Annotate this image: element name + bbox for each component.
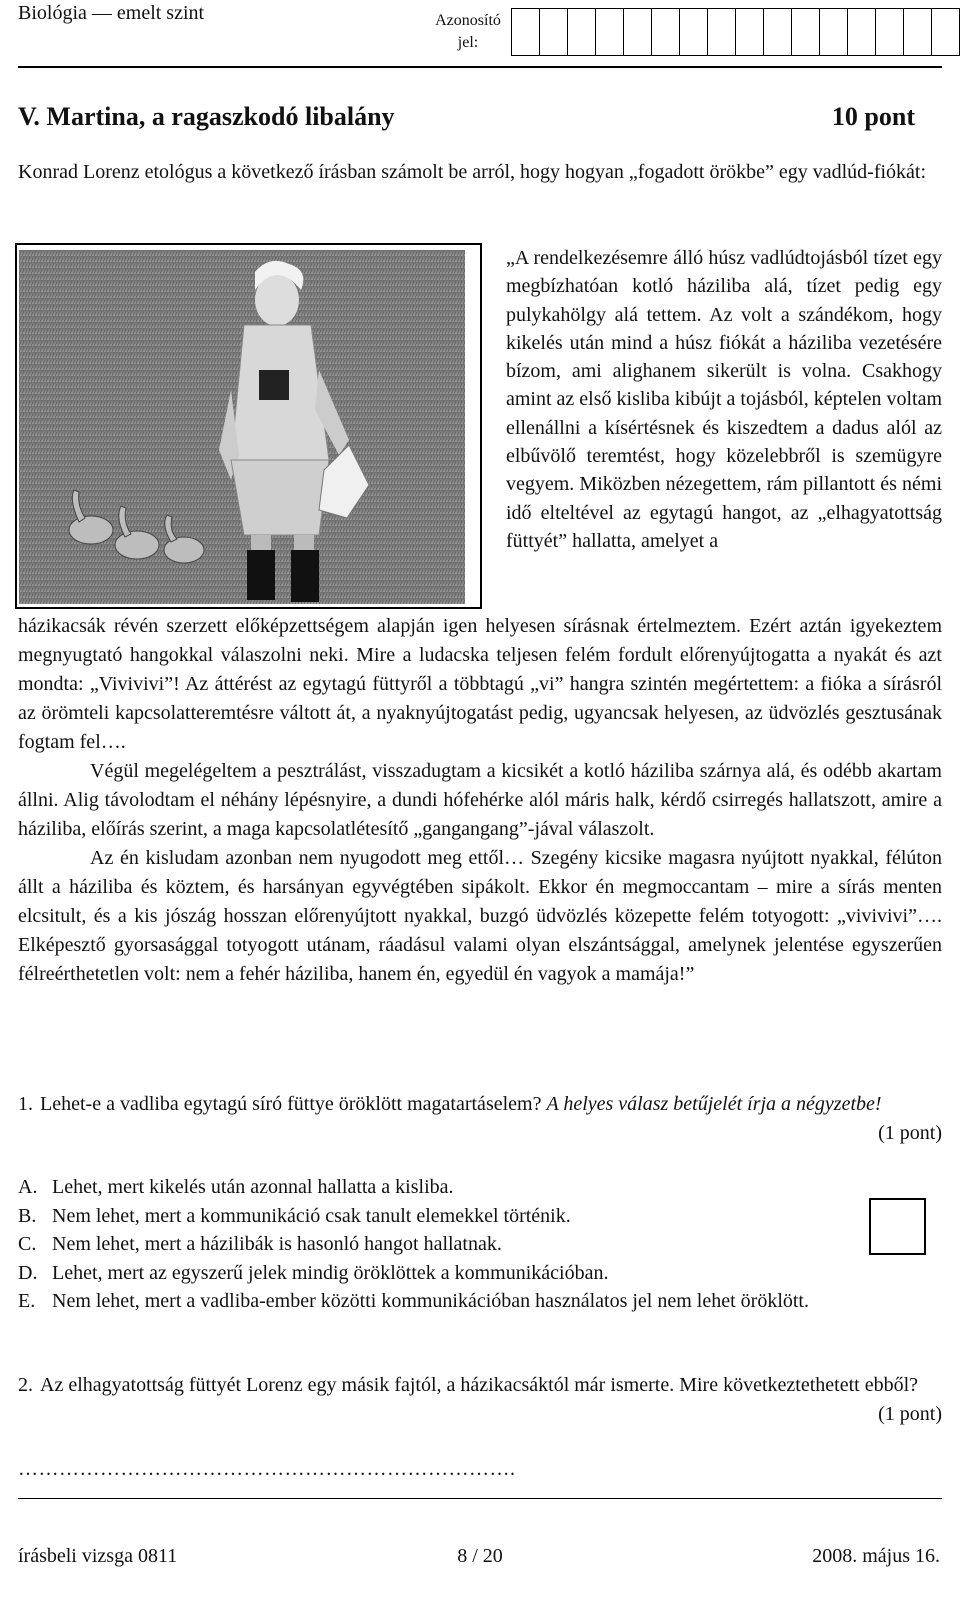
- option-letter: A.: [18, 1176, 38, 1198]
- passage-continued-text: házikacsák révén szerzett előképzettségem alapján igen helyesen sírásnak értelmeztem. Ezért aztán igyekeztem megnyugtató hangokkal válaszolni neki. Mire a ludacska teljesen felém fordult előrenyújtogatta a nyakát és azt mondta: „Vivivivi”! Az áttérést az egytagú füttyről a többtagú „vi” hangra szintén megértettem: a fióka a sírásról az örömteli kapcsolatteremtésre váltott át, a nyaknyújtogatást pedig, ugyancsak helyesen, az üdvözlés gesztusának fogtam fel….: [18, 615, 942, 753]
- question-1: [18, 1090, 942, 1148]
- option-d: [18, 1259, 898, 1288]
- passage-wrapped: [506, 244, 942, 555]
- option-text: Nem lehet, mert a házilibák is hasonló hangot hallatnak.: [52, 1233, 502, 1255]
- id-box[interactable]: [595, 8, 624, 56]
- id-label: Azonosító jel:: [435, 12, 501, 51]
- header-subject: Biológia — emelt szint: [18, 2, 205, 24]
- id-boxes[interactable]: [512, 8, 960, 56]
- answer-box[interactable]: [869, 1198, 926, 1255]
- id-box[interactable]: [735, 8, 764, 56]
- id-box[interactable]: [707, 8, 736, 56]
- footer-exam-code: írásbeli vizsga 0811: [18, 1545, 178, 1567]
- option-text: Nem lehet, mert a vadliba-ember közötti kommunikációban használatos jel nem lehet öröklött.: [52, 1290, 809, 1312]
- id-box[interactable]: [679, 8, 708, 56]
- id-box[interactable]: [763, 8, 792, 56]
- passage-paragraph-2: Végül megelégeltem a pesztrálást, visszadugtam a kicsikét a kotló háziliba szárnya alá, és odébb akartam állni. Alig távolodtam el néhány lépésnyire, a dundi hófehérke alól máris halk, kérdő csirregés hallatszott, amire a háziliba, előírás szerint, a maga kapcsolatlétesítő „gangangang”-jával válaszolt.: [18, 760, 942, 840]
- id-box[interactable]: [567, 8, 596, 56]
- option-letter: C.: [18, 1233, 37, 1255]
- header-rule: [18, 66, 942, 68]
- question-2: [18, 1371, 942, 1429]
- passage-wrapped-text: „A rendelkezésemre álló húsz vadlúdtojásból tízet egy megbízhatóan kotló háziliba alá, tízet pedig egy pulykahölgy alá tettem. Az volt a szándékom, hogy kikelés után mind a húsz fiókát a háziliba vezetésére bízom, ami alighanem sikerült is volna. Csakhogy amint az első kisliba kibújt a tojásból, képtelen voltam ellenállni a kísértésnek és kiszedtem a dadus alól az elbűvölő teremtést, hogy közelebbről is szemügyre vegyem. Miközben nézegettem, rám pillantott és némi idő elteltével az egytagú hangot, az „elhagyatottság füttyét” hallatta, amelyet a: [506, 247, 943, 552]
- id-box[interactable]: [931, 8, 960, 56]
- id-box[interactable]: [903, 8, 932, 56]
- footer-date: 2008. május 16.: [812, 1545, 940, 1567]
- section-points: 10 pont: [831, 102, 915, 131]
- id-box[interactable]: [539, 8, 568, 56]
- question-2-number: 2.: [18, 1374, 33, 1396]
- answer-line[interactable]: ……………………………………………………………….: [18, 1458, 516, 1480]
- question-2-body: [40, 1371, 942, 1429]
- option-a: [18, 1173, 898, 1202]
- id-box[interactable]: [819, 8, 848, 56]
- option-text: Lehet, mert az egyszerű jelek mindig öröklöttek a kommunikációban.: [52, 1261, 609, 1284]
- question-2-text: Az elhagyatottság füttyét Lorenz egy másik fajtól, a házikacsáktól már ismerte. Mire következtethetett ebből?: [40, 1374, 918, 1396]
- footer-rule: [18, 1498, 942, 1499]
- question-1-text: Lehet-e a vadliba egytagú síró füttye öröklött magatartáselem?: [40, 1093, 542, 1115]
- lorenz-photo: [19, 250, 465, 604]
- question-1-points: (1 pont): [878, 1122, 942, 1144]
- intro-text: Konrad Lorenz etológus a következő írásban számolt be arról, hogy hogyan „fogadott örökbe” egy vadlúd-fiókát:: [18, 161, 927, 183]
- id-box[interactable]: [651, 8, 680, 56]
- option-text: Nem lehet, mert a kommunikáció csak tanult elemekkel történik.: [52, 1204, 571, 1227]
- passage-paragraph-3: Az én kisludam azonban nem nyugodott meg ettől… Szegény kicsike magasra nyújtott nyakkal, félúton állt a háziliba és köztem, és harsányan egyvégtében sipákolt. Ekkor én megmoccantam – mire a sírás menten elcsitult, és a kis jószág hosszan előrenyújtott nyakkal, buzgó üdvözlés közepette felém totyogott: „vivivivi”…. Elképesztő gyorsasággal totyogott utánam, ráadásul valami olyan elszántsággal, amelynek jelentése egyszerűen félreérthetetlen volt: nem a fehér háziliba, hanem én, egyedül én vagyok a mamája!”: [18, 847, 942, 985]
- section-title: V. Martina, a ragaszkodó libalány: [18, 102, 395, 131]
- option-letter: E.: [18, 1290, 36, 1312]
- question-1-options: [18, 1173, 898, 1316]
- id-box[interactable]: [791, 8, 820, 56]
- option-b: [18, 1202, 898, 1231]
- id-box[interactable]: [875, 8, 904, 56]
- option-c: [18, 1230, 898, 1259]
- question-1-instruction: A helyes válasz betűjelét írja a négyzetbe!: [546, 1093, 882, 1115]
- id-box[interactable]: [623, 8, 652, 56]
- option-text: Lehet, mert kikelés után azonnal hallatta a kisliba.: [52, 1176, 454, 1198]
- question-1-number: 1.: [18, 1093, 33, 1115]
- option-e: [18, 1287, 898, 1316]
- question-2-points: (1 pont): [878, 1403, 942, 1425]
- option-letter: B.: [18, 1204, 37, 1227]
- passage-continued: [18, 612, 942, 989]
- id-box[interactable]: [511, 8, 540, 56]
- question-1-body: [40, 1090, 942, 1148]
- option-letter: D.: [18, 1261, 38, 1284]
- id-box[interactable]: [847, 8, 876, 56]
- footer-page-number: 8 / 20: [457, 1545, 503, 1567]
